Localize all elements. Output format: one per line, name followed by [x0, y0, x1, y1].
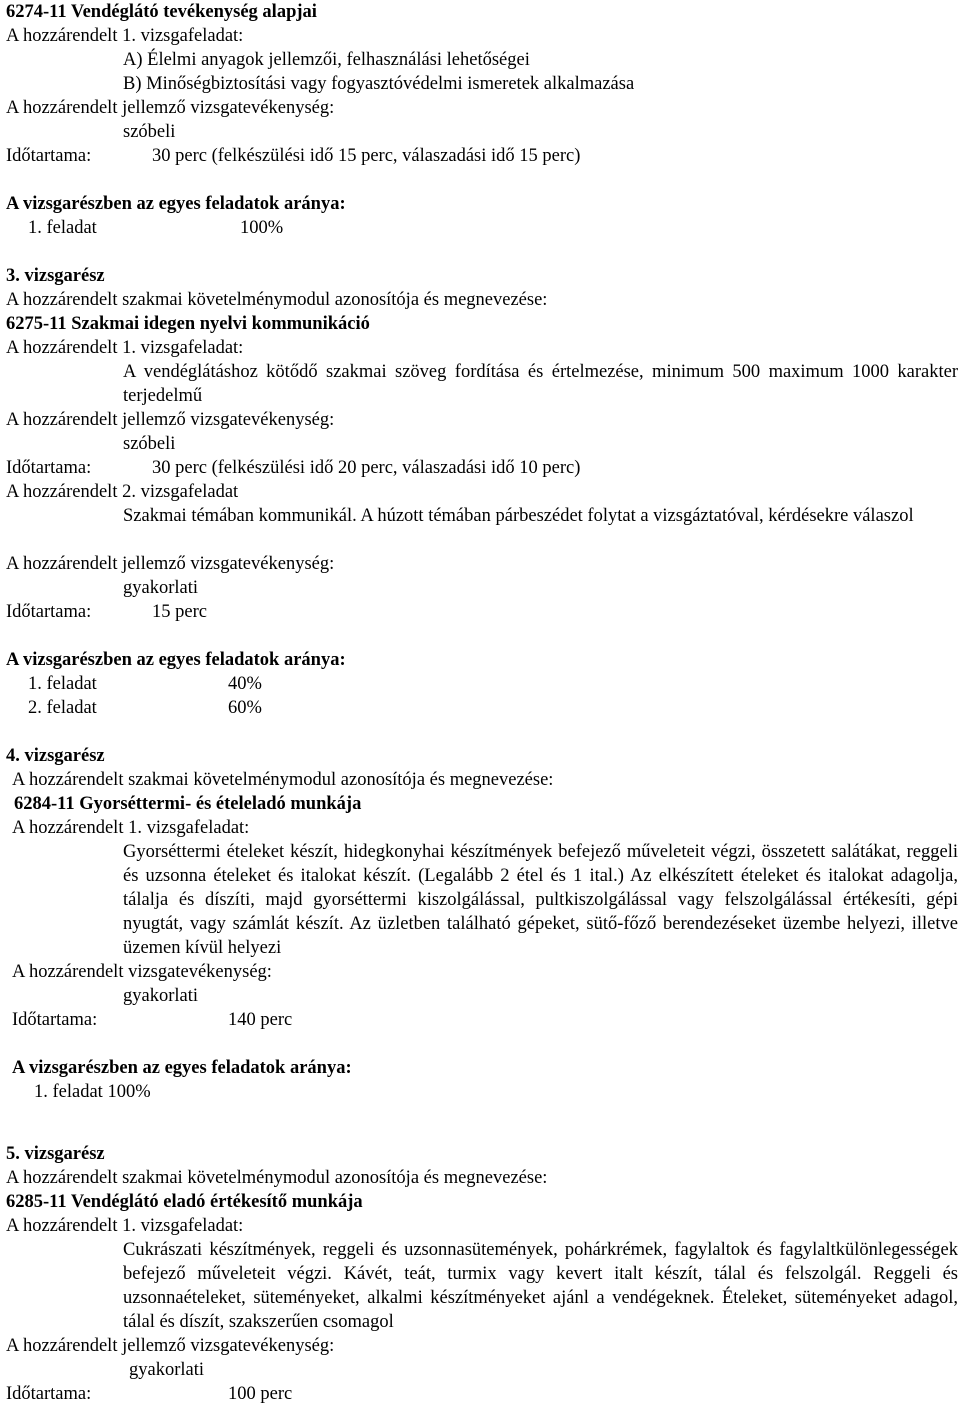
- part5-duration1-label: Időtartama:: [6, 1384, 92, 1404]
- part3-module-label: A hozzárendelt szakmai követelménymodul azonosítója és megnevezése:: [6, 290, 548, 310]
- part4-task1: Gyorséttermi ételeket készít, hidegkonyhai készítmények befejező műveleteit végzi, összetett salátákat, reggeli és uzsonna ételeket és italokat készít. (Legalább 2 étel és 1 ital.) Az elkészített ételeket és italokat adagolja, tálalja és díszíti, majd gyorséttermi kiszolgálással, pultkiszolgálással vagy felszolgálással értékesíti, gépi nyugtát, vagy számlát készít. Az üzletben található gépeket, sütő-főző berendezéseket üzembe helyezi, illetve üzemen kívül helyezi: [123, 842, 958, 958]
- task-label: A hozzárendelt 1. vizsgafeladat:: [6, 26, 244, 46]
- part3-activity1: szóbeli: [123, 434, 176, 454]
- part3-ratio-1: 1. feladat: [28, 674, 97, 694]
- part3-ratio-2: 2. feladat: [28, 698, 97, 718]
- part3-module: 6275-11 Szakmai idegen nyelvi kommunikáció: [6, 314, 370, 334]
- ratio-task-1-value: 100%: [240, 218, 284, 238]
- part3-duration2-label: Időtartama:: [6, 602, 92, 622]
- part3-duration2: 15 perc: [152, 602, 207, 622]
- part4-ratio-heading: A vizsgarészben az egyes feladatok aránya:: [12, 1058, 352, 1078]
- part4-task1-label: A hozzárendelt 1. vizsgafeladat:: [12, 818, 250, 838]
- activity-label: A hozzárendelt jellemző vizsgatevékenység:: [6, 98, 335, 118]
- ratio-heading: A vizsgarészben az egyes feladatok aránya:: [6, 194, 346, 214]
- duration-label: Időtartama:: [6, 146, 92, 166]
- module-heading: 6274-11 Vendéglátó tevékenység alapjai: [6, 2, 317, 22]
- part5-activity1-label: A hozzárendelt jellemző vizsgatevékenység:: [6, 1336, 335, 1356]
- part4-ratio-1: 1. feladat 100%: [34, 1082, 151, 1102]
- duration-value: 30 perc (felkészülési idő 15 perc, válaszadási idő 15 perc): [152, 146, 581, 166]
- part3-task2-label: A hozzárendelt 2. vizsgafeladat: [6, 482, 239, 502]
- part4-activity1-label: A hozzárendelt vizsgatevékenység:: [12, 962, 272, 982]
- part5-activity1: gyakorlati: [129, 1360, 205, 1380]
- part5-task1: Cukrászati készítmények, reggeli és uzsonnasütemények, pohárkrémek, fagylaltok és fagylaltkülönlegességek befejező műveleteit végzi. Kávét, teát, turmix vagy kevert italt készít, tálal és felszolgál. Reggeli és uzsonnaételeket, süteményeket, alkalmi készítményeket ajánl a vendégeknek. Ételeket, süteményeket adagol, tálal és díszít, szakszerűen csomagol: [123, 1240, 958, 1332]
- part3-activity2: gyakorlati: [123, 578, 199, 598]
- part3-activity1-label: A hozzárendelt jellemző vizsgatevékenység:: [6, 410, 335, 430]
- part4-module: 6284-11 Gyorséttermi- és ételeladó munkája: [14, 794, 362, 814]
- part3-task2: Szakmai témában kommunikál. A húzott témában párbeszédet folytat a vizsgáztatóval, kérdésekre válaszol: [123, 506, 914, 526]
- part4-duration1-label: Időtartama:: [12, 1010, 98, 1030]
- part5-duration1: 100 perc: [228, 1384, 293, 1404]
- part3-duration1-label: Időtartama:: [6, 458, 92, 478]
- part4-activity1: gyakorlati: [123, 986, 199, 1006]
- part5-title: 5. vizsgarész: [6, 1144, 105, 1164]
- task-b: B) Minőségbiztosítási vagy fogyasztóvédelmi ismeretek alkalmazása: [123, 74, 635, 94]
- part3-task1-label: A hozzárendelt 1. vizsgafeladat:: [6, 338, 244, 358]
- part5-task1-label: A hozzárendelt 1. vizsgafeladat:: [6, 1216, 244, 1236]
- ratio-task-1: 1. feladat: [28, 218, 97, 238]
- part4-title: 4. vizsgarész: [6, 746, 105, 766]
- activity-value: szóbeli: [123, 122, 176, 142]
- part4-duration1: 140 perc: [228, 1010, 293, 1030]
- part3-title: 3. vizsgarész: [6, 266, 105, 286]
- part3-duration1: 30 perc (felkészülési idő 20 perc, válaszadási idő 10 perc): [152, 458, 581, 478]
- part3-activity2-label: A hozzárendelt jellemző vizsgatevékenység:: [6, 554, 335, 574]
- part3-ratio-heading: A vizsgarészben az egyes feladatok aránya:: [6, 650, 346, 670]
- part3-ratio-2-value: 60%: [228, 698, 262, 718]
- task-a: A) Élelmi anyagok jellemzői, felhasználási lehetőségei: [123, 50, 530, 70]
- part4-module-label: A hozzárendelt szakmai követelménymodul azonosítója és megnevezése:: [12, 770, 554, 790]
- part5-module-label: A hozzárendelt szakmai követelménymodul azonosítója és megnevezése:: [6, 1168, 548, 1188]
- part3-ratio-1-value: 40%: [228, 674, 262, 694]
- part3-task1: A vendéglátáshoz kötődő szakmai szöveg fordítása és értelmezése, minimum 500 maximum 1000 karakter terjedelmű: [123, 362, 958, 406]
- part5-module: 6285-11 Vendéglátó eladó értékesítő munkája: [6, 1192, 363, 1212]
